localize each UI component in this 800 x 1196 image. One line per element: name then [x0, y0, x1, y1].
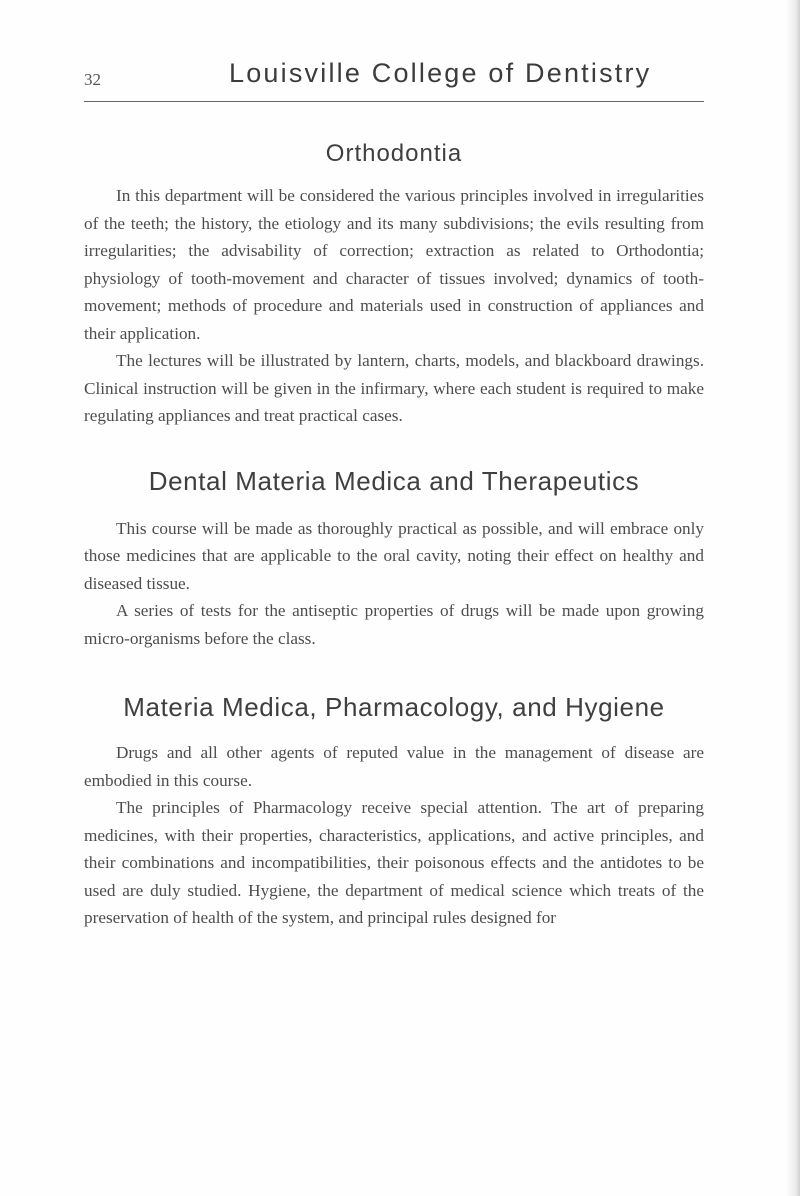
section-heading: Materia Medica, Pharmacology, and Hygiene — [123, 692, 665, 722]
running-head — [84, 58, 704, 98]
section-orthodontia — [84, 140, 704, 430]
paragraph: This course will be made as thoroughly practical as possible, and will embrace only those medicines that are applicable to the oral cavity, noting their effect on healthy and diseased tissue. — [84, 518, 704, 593]
section-materia-medica-pharmacology — [84, 692, 704, 932]
paragraph: In this department will be considered the various principles involved in irregularities of the teeth; the history, the etiology and its many subdivisions; the evils resulting from irregularities; the advisability of correction; extraction as related to Orthodontia; physiology of tooth-movement and character of tissues involved; dynamics of tooth-movement; methods of procedure and materials used in construction of appliances and their application. — [84, 186, 704, 343]
paragraph: A series of tests for the antiseptic properties of drugs will be made upon growing micro-organisms before the class. — [84, 601, 704, 648]
page-body — [84, 140, 704, 932]
paragraph: Drugs and all other agents of reputed value in the management of disease are embodied in this course. — [84, 743, 704, 790]
paragraph: The principles of Pharmacology receive special attention. The art of preparing medicines, with their properties, characteristics, applications, and active principles, and their combinations and incompatibilities, their poisonous effects and the antidotes to be used are duly studied. Hygiene, the department of medical science which treats of the preservation of health of the system, and principal rules designed for — [84, 798, 704, 927]
header-rule — [84, 101, 704, 102]
section-dental-materia-medica — [84, 466, 704, 653]
running-title: Louisville College of Dentistry — [229, 58, 652, 88]
paragraph: The lectures will be illustrated by lantern, charts, models, and blackboard drawings. Clinical instruction will be given in the infirmary, where each student is required to make regulating appliances and treat practical cases. — [84, 351, 704, 425]
page-edge-shadow — [786, 0, 800, 1196]
section-heading: Orthodontia — [325, 140, 463, 167]
section-heading: Dental Materia Medica and Therapeutics — [148, 465, 640, 496]
page-number: 32 — [84, 70, 101, 89]
